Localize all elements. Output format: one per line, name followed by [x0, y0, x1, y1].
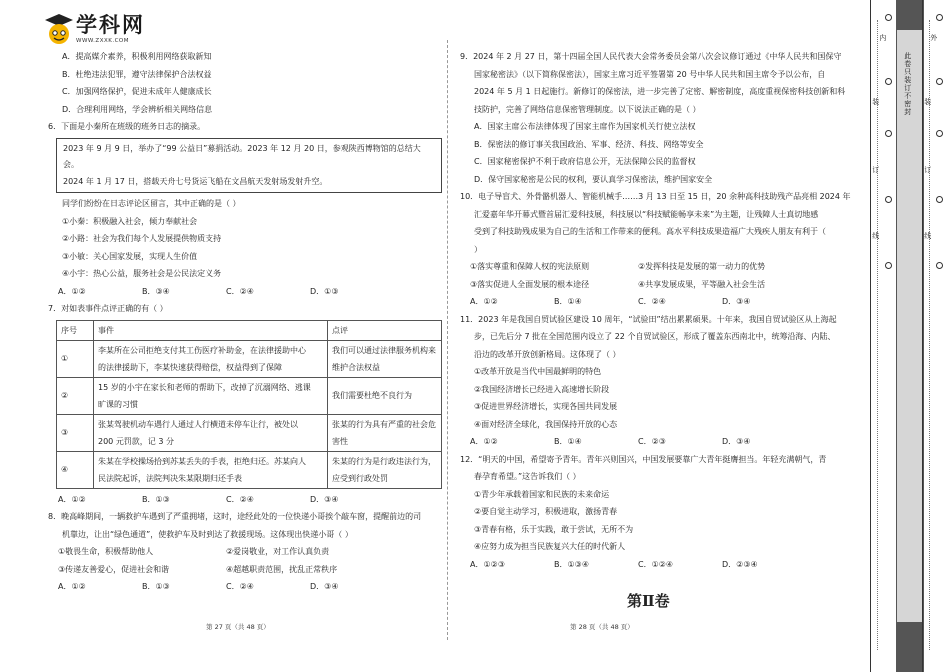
q9-line: 技防护，完善了网络信息保密管理制度。以下说法正确的是（ ） [474, 104, 701, 114]
site-logo [44, 12, 204, 52]
binding-hole-icon [936, 262, 943, 269]
q5-option-b: B．杜绝违法犯罪，遵守法律保护合法权益 [62, 69, 212, 79]
q10-choices [460, 293, 858, 311]
q9-option-b: B．保密法的修订事关我国政治、军事、经济、科技、网络等安全 [474, 139, 704, 149]
volume-two-heading: 第Ⅱ卷 [627, 592, 670, 610]
column-divider [447, 40, 448, 640]
q6-item: ①小秦：积极融入社会，倾力奉献社会 [62, 216, 198, 226]
binding-label: 线 [923, 232, 932, 239]
binding-label: 装 [923, 98, 932, 105]
row-no: ④ [57, 451, 94, 488]
q11-choices [460, 433, 858, 451]
q5-option-a: A．提高媒介素养，积极利用网络获取新知 [62, 52, 212, 61]
choice-b: B．①④ [554, 437, 582, 446]
q11-item: ①改革开放是当代中国最鲜明的特色 [474, 367, 602, 376]
choice-c: C．②④ [226, 494, 254, 504]
q8-item: ②爱岗敬业，对工作认真负责 [226, 547, 330, 556]
q12-line: 12．“明天的中国，希望寄予青年。青年兴则国兴，中国发展要靠广大青年挺膺担当。年轻充满朝气，青 [460, 454, 827, 464]
q9-option-a: A．国家主席公布法律体现了国家主席作为国家机关行使立法权 [474, 122, 696, 131]
q10-line: 受到了科技助残成果为自己的生活和工作带来的便利。高水平科技成果造福广大残疾人朋友有利于（ [474, 227, 826, 236]
q6-prompt: 同学们纷纷在日志评论区留言，其中正确的是（ ） [62, 199, 241, 208]
q8-stem-cont: 机靠边，让出“绿色通道”，使救护车及时到达了救援现场。这体现出快递小哥（ ） [62, 529, 353, 539]
table-row [57, 340, 442, 377]
choice-d: D．③④ [310, 494, 339, 504]
q11-item: ③促进世界经济增长，实现各国共同发展 [474, 402, 618, 411]
q6-item: ④小宇：热心公益，服务社会是公民法定义务 [62, 269, 222, 278]
binding-hole-icon [936, 78, 943, 85]
choice-c: C．②④ [226, 286, 254, 296]
q8-stem: 8．晚高峰期间，一辆救护车遇到了严重拥堵，这时，途经此处的一位快递小哥挨个敲车窗，提醒前边的司 [48, 512, 422, 521]
table-header-row [57, 320, 442, 340]
choice-b: B．③④ [142, 286, 170, 296]
binding-hole-icon [936, 196, 943, 203]
q5-option-c: C．加强网络保护，促进未成年人健康成长 [62, 87, 212, 96]
q9-line: 国家秘密法》（以下简称保密法），国家主席习近平签署第 20 号中华人民共和国主席令予以公布，自 [474, 69, 826, 79]
q8-items-row [48, 561, 446, 579]
row-event: 15 岁的小宇在家长和老师的帮助下，改掉了沉溺网络、逃课 旷课的习惯 [94, 377, 328, 414]
choice-d: D．③④ [722, 437, 751, 446]
q12-choices [460, 556, 858, 574]
q8-item: ④超越职责范围，扰乱正常秩序 [226, 564, 338, 574]
choice-b: B．①③④ [554, 559, 590, 569]
q10-item: ②发挥科技是发展的第一动力的优势 [638, 262, 766, 271]
choice-c: C．②④ [226, 582, 254, 591]
q9-option-d: D．保守国家秘密是公民的权利，要认真学习保密法，维护国家安全 [474, 174, 713, 184]
q6-box-line: 会。 [63, 160, 79, 169]
row-event: 朱某在学校操场拾到苏某丢失的手表，拒绝归还。苏某向人 民法院起诉，法院判决朱某限期归还手表 [94, 451, 328, 488]
q11-item: ②我国经济增长已经进入高速增长阶段 [474, 384, 610, 394]
choice-c: C．②④ [638, 297, 666, 306]
q12-item: ④应努力成为担当民族复兴大任的时代新人 [474, 542, 626, 551]
choice-d: D．③④ [722, 297, 751, 306]
binding-label: 订 [871, 166, 880, 173]
right-column [460, 48, 858, 573]
binding-label: 订 [923, 166, 932, 173]
q11-line: 步，已先后分 7 批在全国范围内设立了 22 个自贸试验区，形成了覆盖东西南北中，统筹沿海、内陆、 [474, 332, 836, 341]
binding-hole-icon [885, 78, 892, 85]
binding-hole-icon [885, 196, 892, 203]
q7-choices [48, 491, 446, 509]
q5-option-d: D．合理利用网络，学会辨析相关网络信息 [62, 104, 213, 114]
binding-hole-icon [885, 262, 892, 269]
left-column [48, 48, 446, 596]
q12-item: ②要自觉主动学习，积极进取，激扬青春 [474, 507, 618, 516]
q6-item: ②小路：社会为我们每个人发展提供物质支持 [62, 234, 222, 243]
table-row [57, 377, 442, 414]
q12-item: ③青春有格，乐于实践，敢于尝试，无所不为 [474, 524, 634, 534]
q11-line: 沿边的改革开放创新格局。这体现了（ ） [474, 349, 621, 359]
q8-item: ③传递友善爱心，促进社会和谐 [58, 564, 170, 574]
header-comment: 点评 [328, 320, 442, 340]
choice-b: B．①③ [142, 494, 170, 504]
row-event: 张某驾驶机动车遇行人通过人行横道未停车让行，被处以 200 元罚款，记 3 分 [94, 414, 328, 451]
binding-hole-icon [936, 14, 943, 21]
q7-case-table [56, 320, 442, 489]
q10-item: ①落实尊重和保障人权的宪法原则 [470, 262, 590, 271]
q9-line: 9．2024 年 2 月 27 日，第十四届全国人民代表大会常务委员会第八次会议修订通过《中华人民共和国保守 [460, 52, 842, 61]
q10-line: 10．电子导盲犬、外骨骼机器人、智能机械手……3 月 13 日至 15 日，20 余种高科技助残产品亮相 2024 年 [460, 192, 851, 201]
right-page-footer: 第 28 页（共 48 页） [570, 623, 634, 631]
seal-notice: 此卷只装订不密封 [903, 52, 912, 116]
choice-b: B．①③ [142, 582, 170, 591]
binding-hole-icon [936, 130, 943, 137]
binding-label: 线 [871, 232, 880, 239]
table-row [57, 414, 442, 451]
dotted-cut-line [929, 20, 932, 650]
row-event: 李某所在公司拒绝支付其工伤医疗补助金，在法律援助中心 的法律援助下，李某快速获得赔偿，权益得到了保障 [94, 340, 328, 377]
q6-diary-box [56, 138, 442, 194]
choice-a: A．①② [470, 437, 498, 446]
choice-d: D．③④ [310, 582, 339, 591]
q10-items-row [460, 258, 858, 276]
logo-text: 学科网 [76, 13, 145, 37]
choice-a: A．①② [58, 494, 86, 504]
choice-a: A．①②③ [470, 559, 505, 569]
q9-option-c: C．国家秘密保护不利于政府信息公开，无法保障公民的监督权 [474, 157, 696, 166]
seal-strip-bottom-block [896, 622, 922, 672]
q11-item: ④面对经济全球化，我国保持开放的心态 [474, 419, 618, 429]
choice-a: A．①② [58, 286, 86, 296]
q10-item: ④共享发展成果，平等融入社会生活 [638, 279, 766, 289]
choice-d: D．②③④ [722, 559, 758, 569]
q6-box-line: 2023 年 9 月 9 日，举办了“99 公益日”募捐活动。2023 年 12 月 20 日，参观陕西博物馆的总结大 [63, 143, 421, 153]
row-no: ① [57, 340, 94, 377]
left-page-footer: 第 27 页（共 48 页） [206, 623, 270, 631]
choice-c: C．①②④ [638, 559, 674, 569]
header-no: 序号 [57, 320, 94, 340]
q12-item: ①青少年承载着国家和民族的未来命运 [474, 489, 610, 499]
row-no: ③ [57, 414, 94, 451]
q6-choices [48, 283, 446, 301]
choice-b: B．①④ [554, 297, 582, 306]
binding-label: 外 [929, 34, 938, 41]
q10-line: 汇爱嘉年华开幕式暨首届汇爱科技展，科技展以“科技赋能畅享未来”为主题，让残障人士真切地感 [474, 209, 819, 219]
choice-a: A．①② [470, 297, 498, 306]
row-comment: 朱某的行为是行政违法行为， 应受到行政处罚 [328, 451, 442, 488]
q12-line: 春孕育希望。”这告诉我们（ ） [474, 472, 581, 481]
seal-strip-top-block [896, 0, 922, 30]
logo-url: WWW.ZXXK.COM [76, 38, 130, 44]
row-comment: 我们可以通过法律服务机构来 维护合法权益 [328, 340, 442, 377]
choice-a: A．①② [58, 582, 86, 591]
q11-line: 11．2023 年是我国自贸试验区建设 10 周年，“试验田”结出累累硕果。十年来，我国自贸试验区从上海起 [460, 314, 837, 324]
binding-hole-icon [885, 130, 892, 137]
choice-d: D．①③ [310, 286, 339, 296]
q8-choices [48, 578, 446, 596]
q9-line: 2024 年 5 月 1 日起施行。新修订的保密法，进一步完善了定密、解密制度，高度重视保密科技创新和科 [474, 87, 846, 96]
q10-item: ③落实促进人全面发展的根本途径 [470, 279, 590, 289]
q10-items-row [460, 276, 858, 294]
q8-item: ①敬畏生命，积极帮助他人 [58, 547, 154, 556]
binding-label: 装 [871, 98, 880, 105]
binding-label: 内 [878, 34, 887, 41]
row-no: ② [57, 377, 94, 414]
q7-stem: 7．对如表事件点评正确的有（ ） [48, 304, 168, 313]
graduation-cap-logo-icon [44, 12, 74, 46]
q6-box-line: 2024 年 1 月 17 日，搭载天舟七号货运飞船在文昌航天发射场发射升空。 [63, 176, 328, 186]
q8-items-row [48, 543, 446, 561]
table-row [57, 451, 442, 488]
q6-item: ③小敏：关心国家发展，实现人生价值 [62, 251, 198, 261]
choice-c: C．②③ [638, 437, 666, 446]
dotted-cut-line [877, 20, 880, 650]
binding-hole-icon [885, 14, 892, 21]
row-comment: 我们需要杜绝不良行为 [328, 377, 442, 414]
row-comment: 张某的行为具有严重的社会危 害性 [328, 414, 442, 451]
q10-line: ） [474, 244, 482, 254]
q6-stem: 6．下面是小秦所在班级的班务日志的摘录。 [48, 122, 206, 131]
header-event: 事件 [94, 320, 328, 340]
